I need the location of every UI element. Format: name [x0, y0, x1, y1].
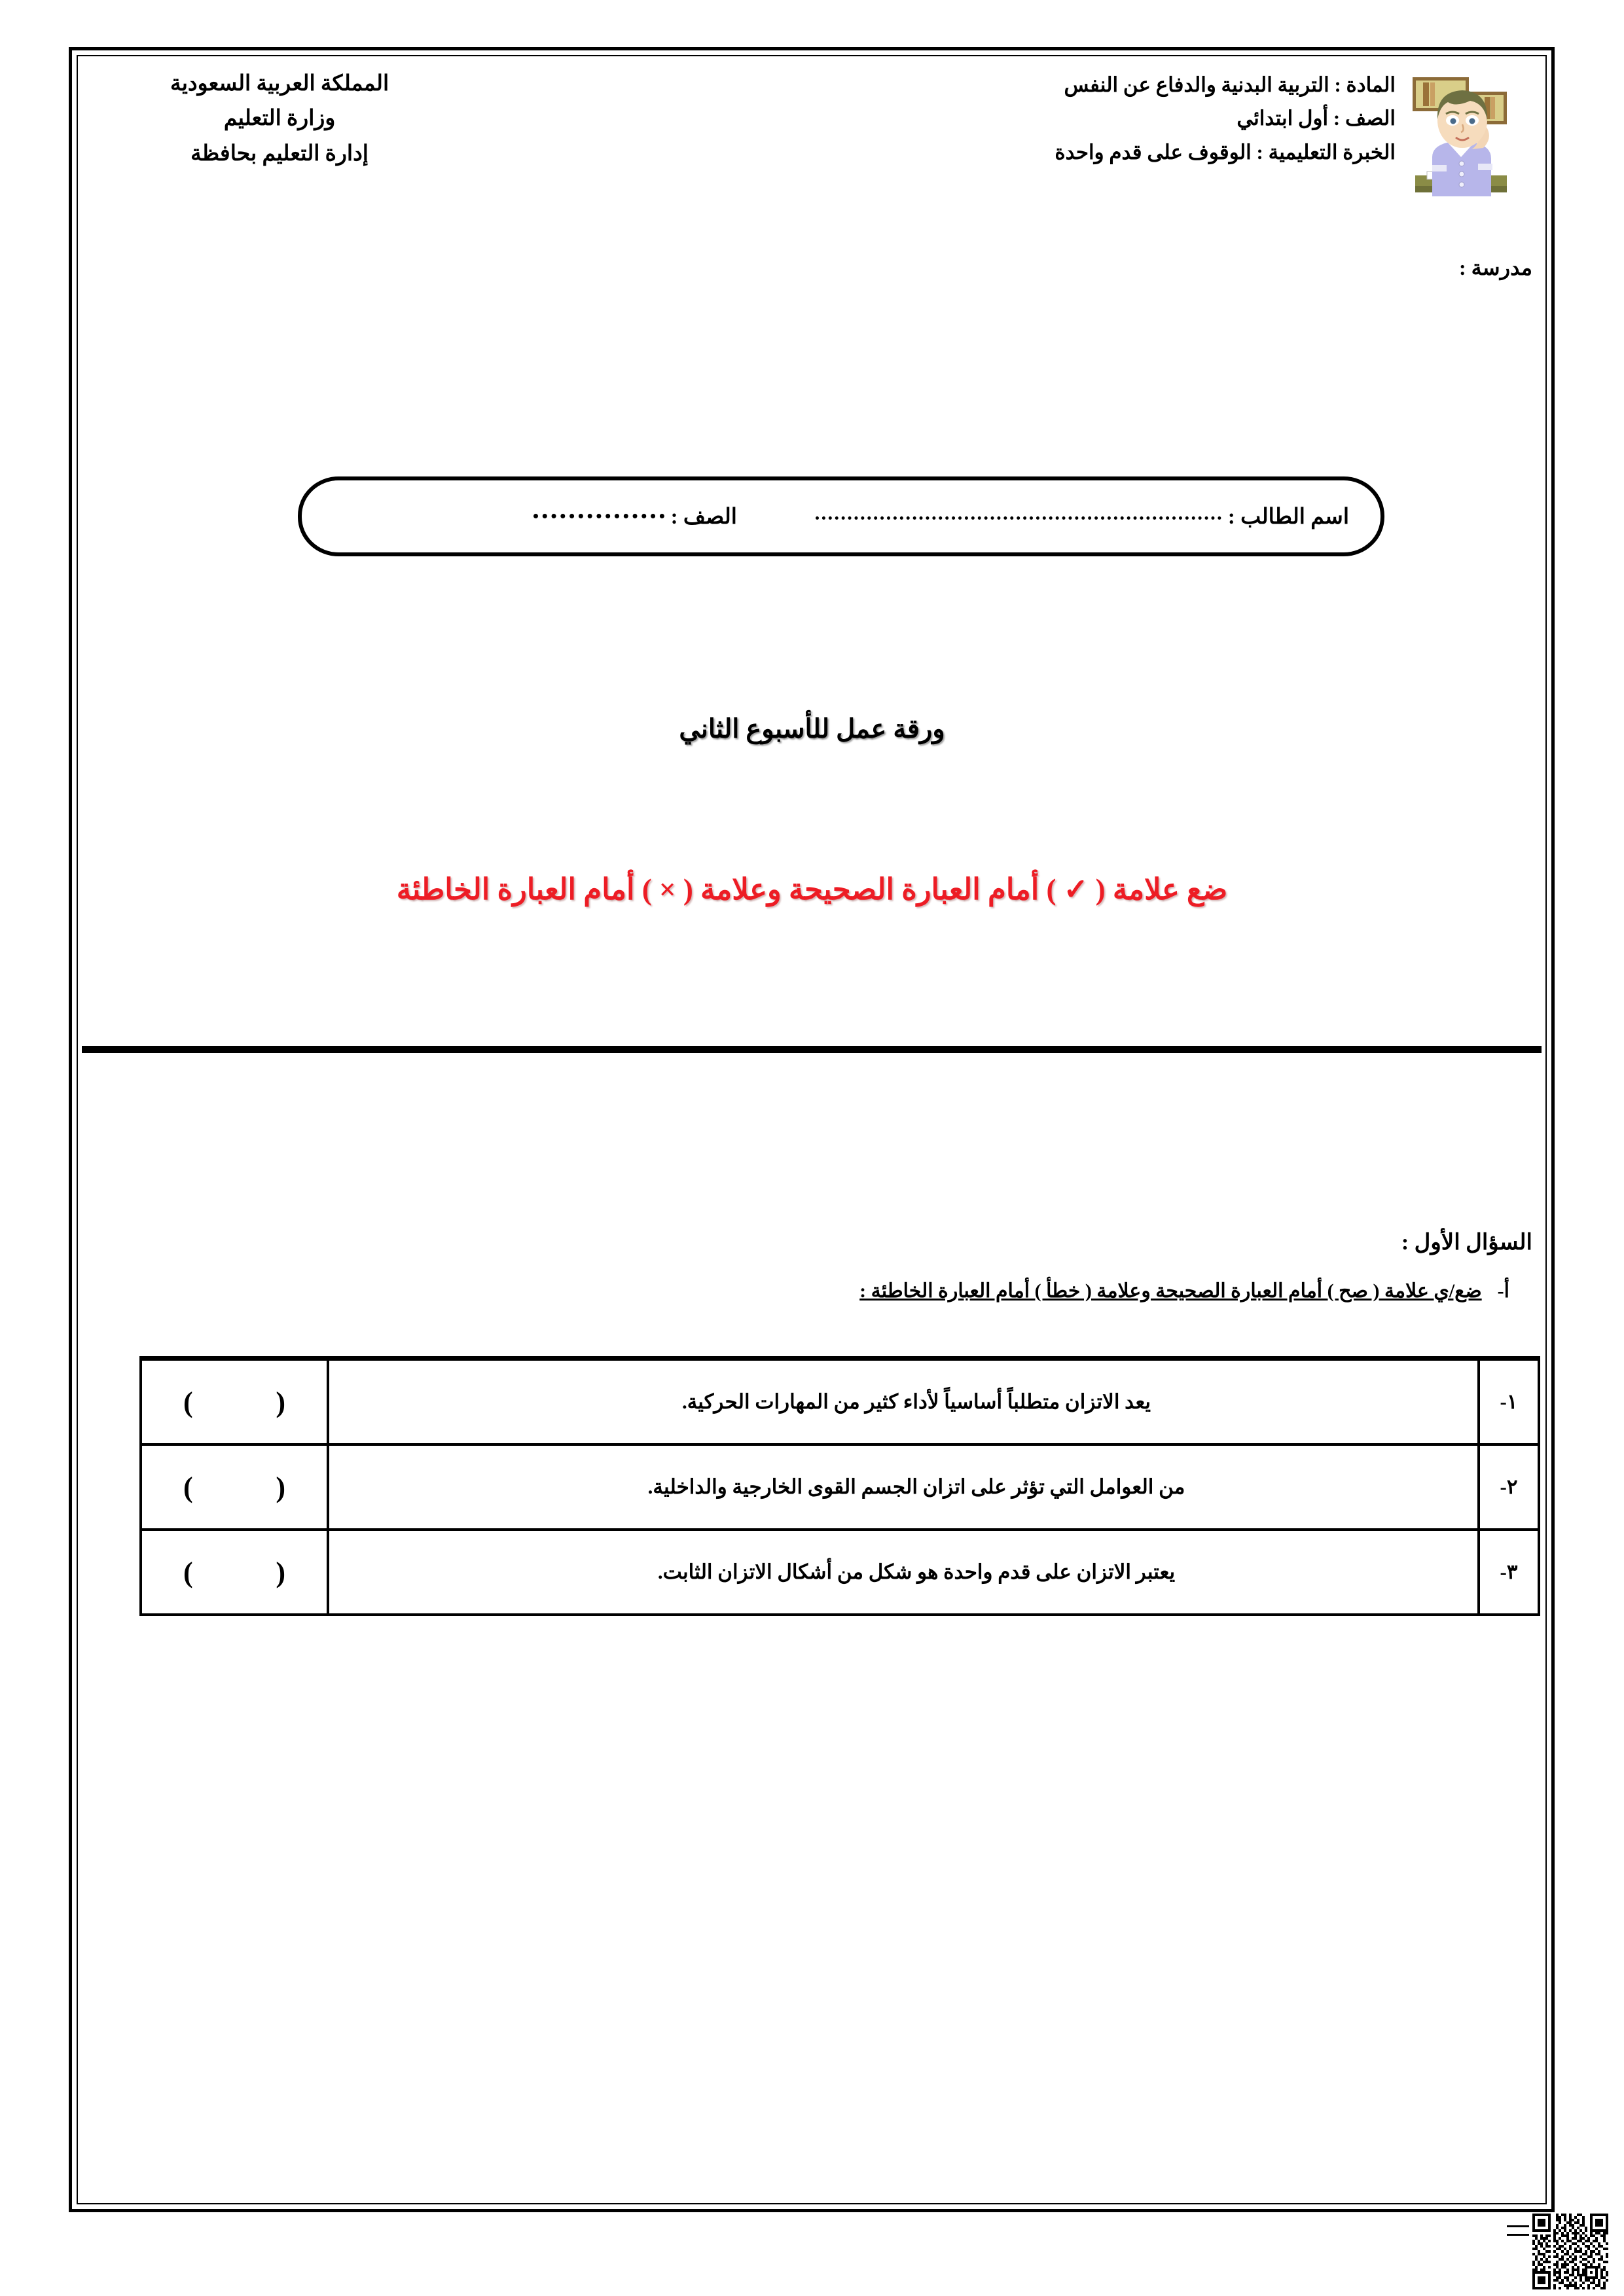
class-blank[interactable]: [533, 514, 664, 518]
row-number: ٣-: [1479, 1530, 1539, 1615]
question-prompt-text: ضع/ي علامة ( صح ) أمام العبارة الصحيحة وعلامة ( خطأ ) أمام العبارة الخاطئة :: [859, 1280, 1482, 1302]
qr-code[interactable]: [1532, 2214, 1608, 2289]
class-label: الصف :: [670, 505, 737, 529]
class-field[interactable]: [527, 503, 737, 529]
header-subject-text: [1055, 65, 1396, 169]
row-answer-cell[interactable]: [141, 1530, 328, 1615]
row-answer-cell[interactable]: [141, 1444, 328, 1530]
row-statement: من العوامل التي تؤثر على اتزان الجسم القوى الخارجية والداخلية.: [328, 1444, 1479, 1530]
header-subject-line: المادة : التربية البدنية والدفاع عن النفس: [1064, 73, 1396, 96]
answer-parentheses[interactable]: [143, 1471, 326, 1504]
paren-open: (: [276, 1471, 285, 1503]
row-statement: يعد الاتزان متطلباً أساسياً لأداء كثير من المهارات الحركية.: [328, 1359, 1479, 1445]
student-name-blank[interactable]: [816, 516, 1221, 520]
worksheet-title: ورقة عمل للأسبوع الثاني: [679, 714, 945, 744]
row-statement: يعتبر الاتزان على قدم واحدة هو شكل من أشكال الاتزان الثابت.: [328, 1530, 1479, 1615]
student-name-field[interactable]: [809, 503, 1349, 529]
section-divider: [82, 1046, 1542, 1053]
answer-parentheses[interactable]: [143, 1556, 326, 1589]
table-row: [141, 1530, 1539, 1615]
header-department-line: إدارة التعليم بحافظة: [190, 141, 369, 166]
answer-parentheses[interactable]: [143, 1386, 326, 1419]
paren-close: ): [183, 1471, 193, 1503]
student-name-label: اسم الطالب :: [1227, 505, 1349, 529]
school-name-label: مدرسة :: [1458, 256, 1532, 279]
header-ministry-block: [92, 65, 389, 171]
row-answer-cell[interactable]: [141, 1359, 328, 1445]
qr-dash-mark: [1507, 2225, 1529, 2236]
question-item-marker: أ-: [1497, 1280, 1509, 1302]
question-one-title: السؤال الأول :: [1401, 1230, 1532, 1255]
row-number: ١-: [1479, 1359, 1539, 1445]
paren-close: ): [183, 1386, 193, 1418]
header-ministry-line: وزارة التعليم: [223, 107, 336, 131]
header-experience-line: الخبرة التعليمية : الوقوف على قدم واحدة: [1055, 140, 1396, 164]
paren-close: ): [183, 1556, 193, 1588]
header-subject-block: [1055, 65, 1532, 196]
header-kingdom-line: المملكة العربية السعودية: [170, 72, 389, 96]
student-info-box: [298, 476, 1384, 556]
page-border: [69, 47, 1555, 2212]
table-row: [141, 1359, 1539, 1445]
header-grade-line: الصف : أول ابتدائي: [1236, 107, 1396, 130]
red-instruction-text: ضع علامة ( ✓ ) أمام العبارة الصحيحة وعلامة ( × ) أمام العبارة الخاطئة: [396, 873, 1228, 906]
paren-open: (: [276, 1386, 285, 1418]
true-false-table: [139, 1356, 1540, 1616]
document-header: [92, 65, 1532, 196]
student-studying-clipart: [1407, 65, 1532, 196]
row-number: ٢-: [1479, 1444, 1539, 1530]
question-one-prompt: [859, 1280, 1509, 1302]
paren-open: (: [276, 1556, 285, 1588]
table-row: [141, 1444, 1539, 1530]
